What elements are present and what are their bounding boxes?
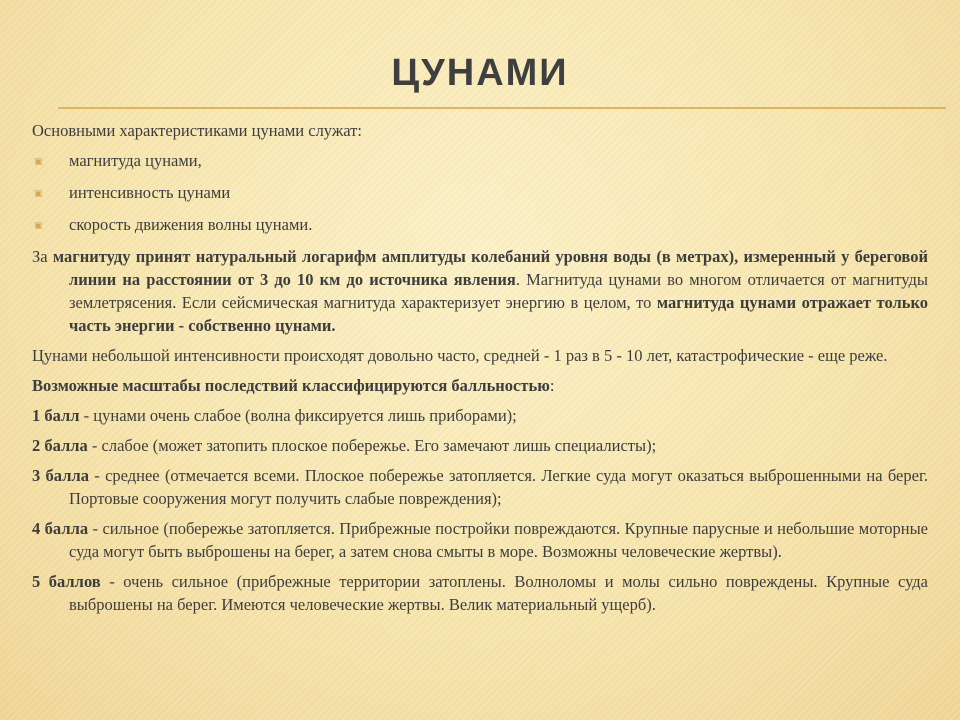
slide-title: ЦУНАМИ bbox=[391, 52, 569, 94]
title-divider bbox=[58, 107, 946, 109]
level-description: - среднее (отмечается всеми. Плоское побережье затопляется. Легкие суда могут оказаться выброшенными на берег. Портовые сооружения могут получить слабые повреждения); bbox=[69, 466, 928, 508]
level-label: 1 балл bbox=[32, 406, 80, 425]
frequency-paragraph: Цунами небольшой интенсивности происходят довольно часто, средней - 1 раз в 5 - 10 лет, катастрофические - еще реже. bbox=[32, 346, 888, 365]
bullet-item bbox=[32, 181, 928, 204]
bullet-text: интенсивность цунами bbox=[69, 183, 231, 202]
magnitude-definition: магнитуду принят натуральный логарифм амплитуды колебаний уровня воды (в метрах), измеренный у береговой линии на расстоянии от 3 до 10 км до источника явления bbox=[52, 247, 928, 289]
level-3-paragraph bbox=[32, 464, 928, 510]
magnitude-energy-note: магнитуда цунами отражает только часть энергии - собственно цунами. bbox=[69, 293, 928, 335]
level-description: - очень сильное (прибрежные территории затоплены. Волноломы и молы сильно повреждены. Крупные суда выброшены на берег. Имеются человеческие жертвы. Велик материальный ущерб). bbox=[69, 572, 928, 614]
level-label: 3 балла bbox=[32, 466, 89, 485]
bullet-text: магнитуда цунами, bbox=[69, 151, 202, 170]
magnitude-lead: За bbox=[32, 247, 53, 266]
level-label: 4 балла bbox=[32, 519, 89, 538]
scale-intro bbox=[32, 374, 928, 397]
level-description: - слабое (может затопить плоское побережье. Его замечают лишь специалисты); bbox=[87, 436, 657, 455]
magnitude-comparison: . Магнитуда цунами во многом отличается от магнитуды землетрясения. Если сейсмическая магнитуда характеризует энергию в целом, то bbox=[69, 270, 928, 312]
level-description: - сильное (побережье затопляется. Прибрежные постройки повреждаются. Крупные парусные и небольшие моторные суда могут быть выброшены на берег, а затем снова смыты в море. Возможны человеческие жертвы). bbox=[69, 519, 928, 561]
square-bullet-icon: ▣ bbox=[34, 188, 43, 198]
intro-text: Основными характеристиками цунами служат: bbox=[32, 121, 362, 140]
scale-intro-colon: : bbox=[549, 376, 555, 395]
level-1-paragraph bbox=[32, 404, 928, 427]
bullet-item bbox=[32, 149, 928, 172]
level-4-paragraph bbox=[32, 517, 928, 563]
slide-body bbox=[32, 119, 928, 623]
square-bullet-icon: ▣ bbox=[34, 220, 43, 230]
bullet-text: скорость движения волны цунами. bbox=[69, 215, 313, 234]
scale-intro-bold: Возможные масштабы последствий классифицируются балльностью bbox=[32, 376, 550, 395]
magnitude-paragraph bbox=[32, 245, 928, 337]
level-description: - цунами очень слабое (волна фиксируется лишь приборами); bbox=[79, 406, 517, 425]
level-label: 5 баллов bbox=[32, 572, 101, 591]
bullet-item bbox=[32, 213, 928, 236]
level-5-paragraph bbox=[32, 570, 928, 616]
square-bullet-icon: ▣ bbox=[34, 156, 43, 166]
level-label: 2 балла bbox=[32, 436, 88, 455]
level-2-paragraph bbox=[32, 434, 928, 457]
